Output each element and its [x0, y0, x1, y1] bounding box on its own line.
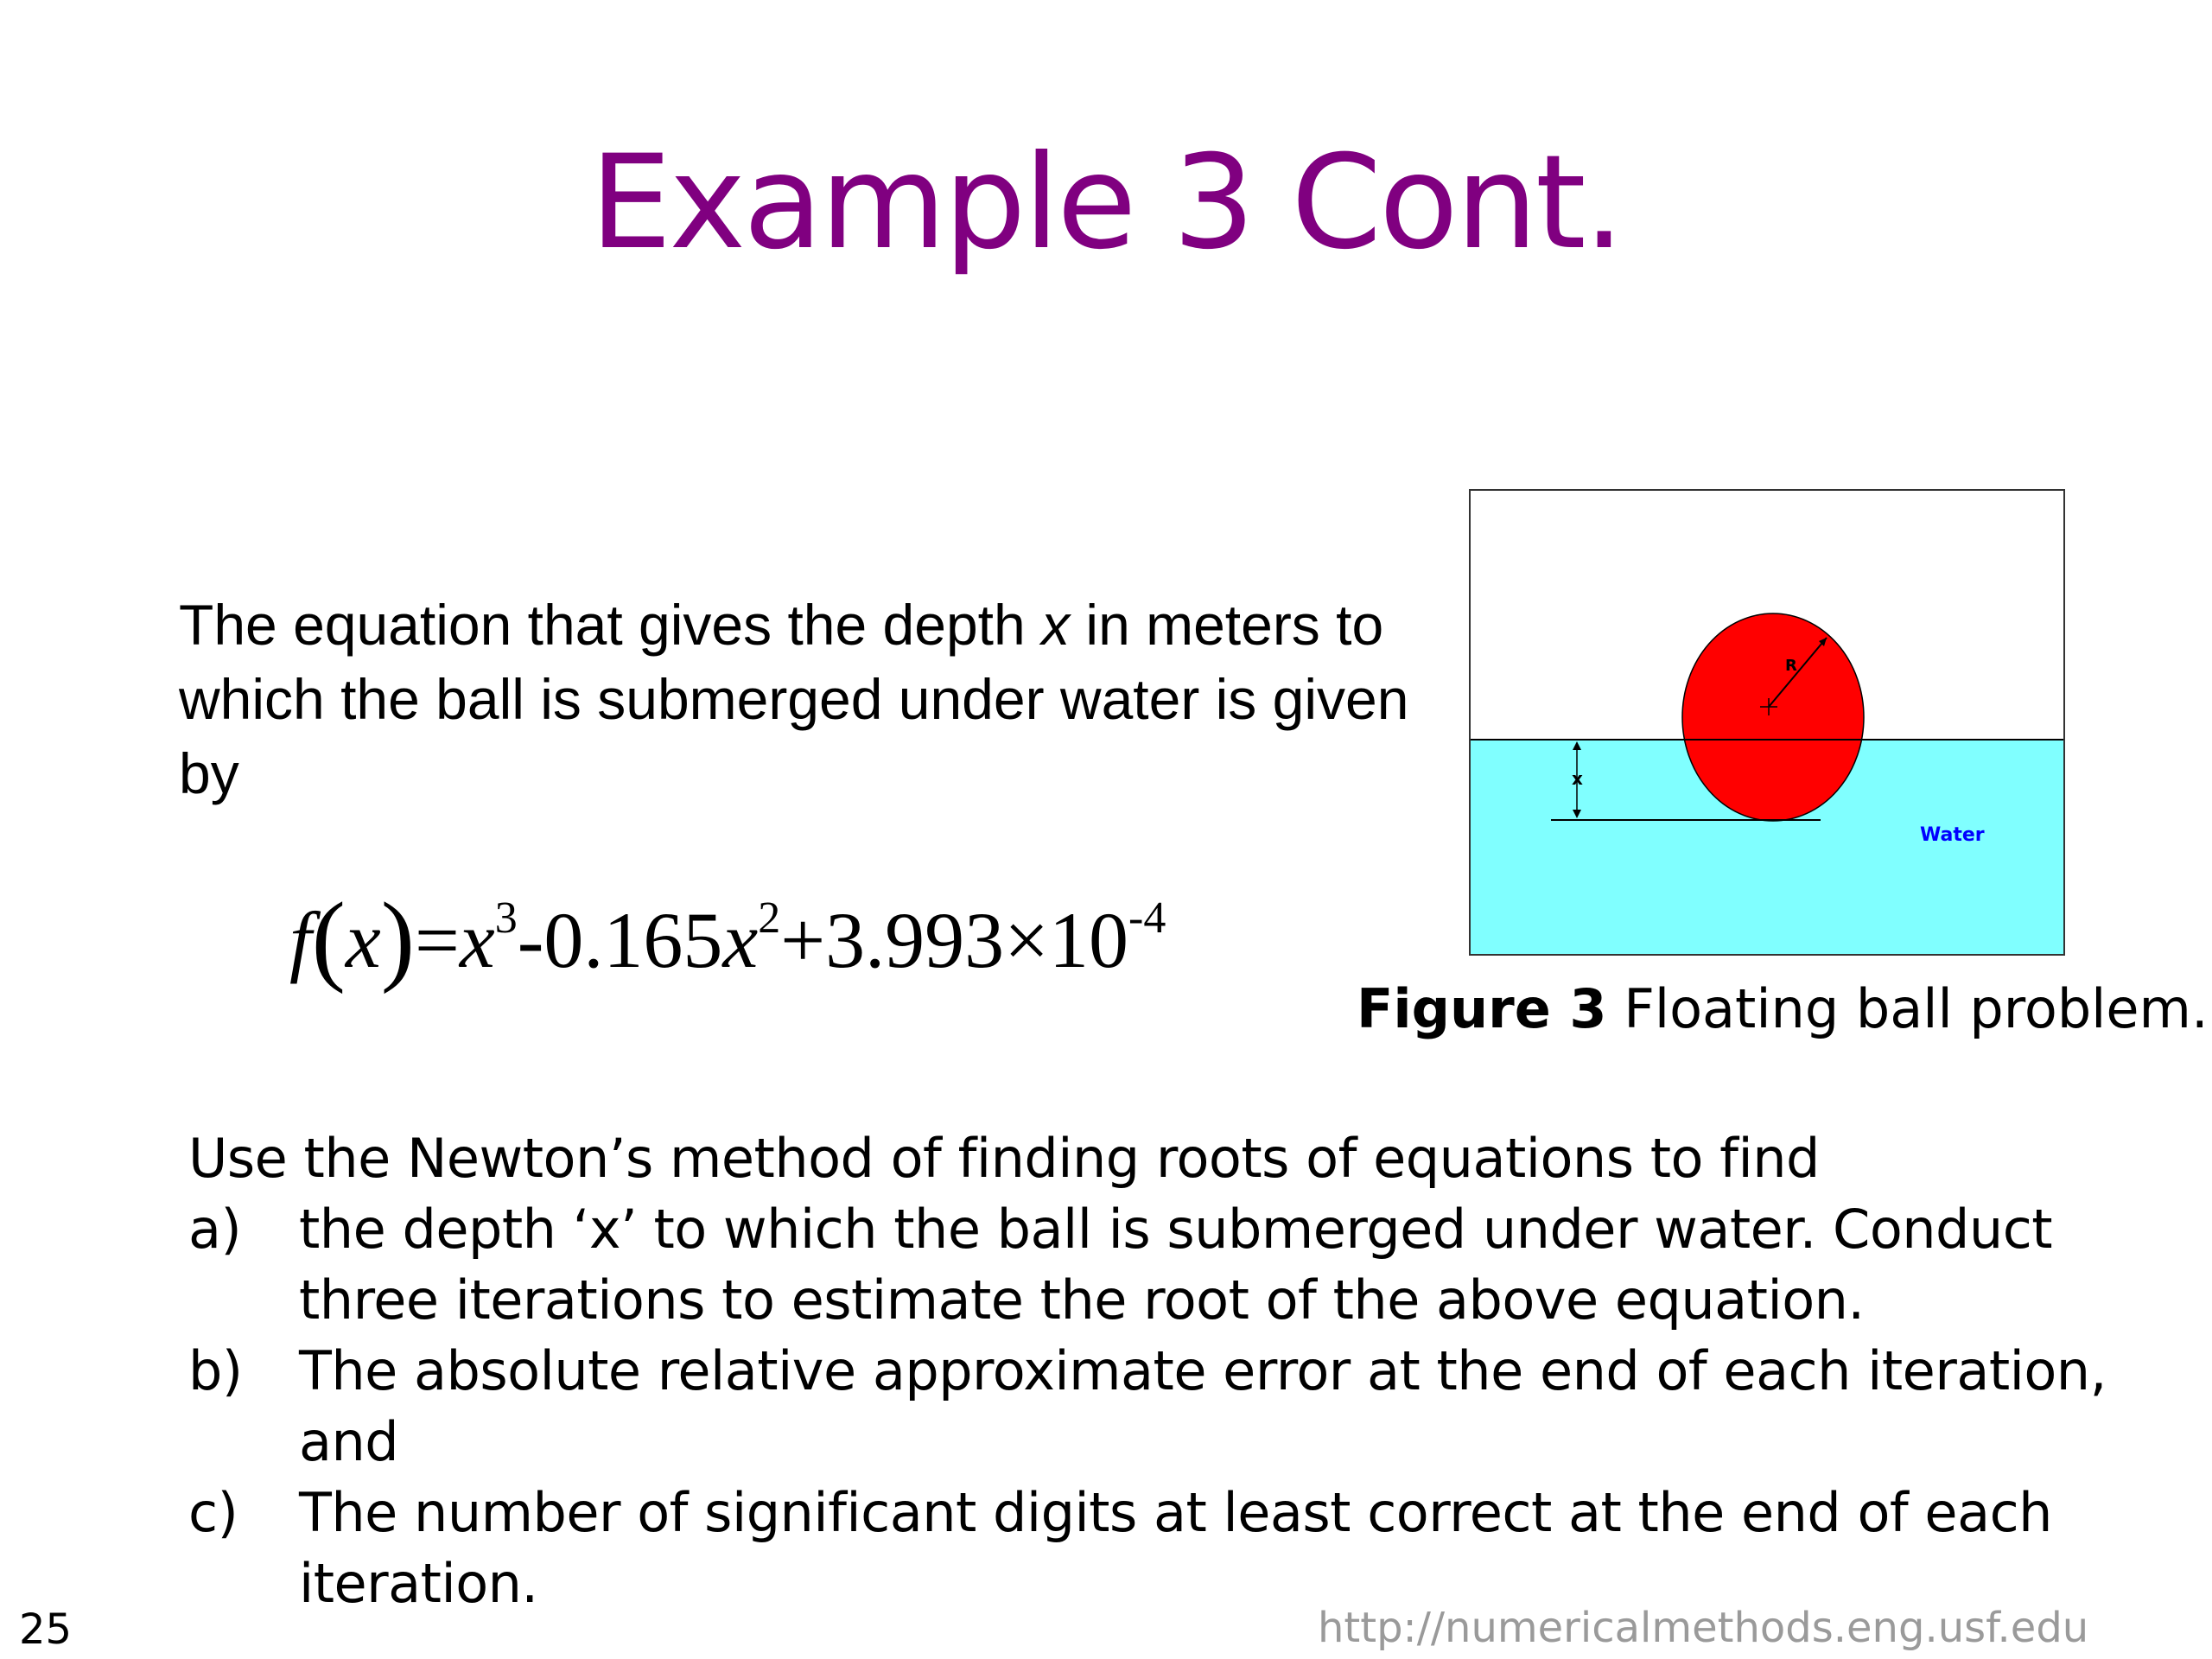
task-item-c: [188, 1478, 2202, 1619]
equation-term1-base: x: [459, 896, 495, 984]
intro-text-before: The equation that gives the depth: [179, 593, 1042, 657]
intro-variable: x: [1041, 593, 1071, 657]
equation-term2-variable: x: [722, 896, 759, 984]
depth-label: x: [1572, 768, 1583, 789]
task-lead: Use the Newton’s method of finding roots of equations to find: [188, 1127, 1820, 1190]
equation-term2-coefficient: -0.165: [517, 896, 723, 984]
ball-shape: [1682, 613, 1864, 821]
task-item-a: [188, 1194, 2202, 1336]
task-list: [188, 1123, 2202, 1619]
equation-argument: x: [345, 896, 381, 984]
task-text: The number of significant digits at least correct at the end of each iteration.: [299, 1481, 2052, 1615]
task-marker: a): [188, 1198, 242, 1261]
equation-close-paren: ): [380, 881, 415, 995]
depth-equation: [289, 877, 1166, 995]
equation-term3-constant: +3.993×10: [780, 896, 1128, 984]
floating-ball-figure: [1469, 489, 2065, 956]
equation-equals: =: [415, 896, 460, 984]
slide-title: Example 3 Cont.: [589, 128, 1623, 278]
footer-url[interactable]: http://numericalmethods.eng.usf.edu: [1318, 1604, 2089, 1652]
figure-caption: [1357, 975, 2209, 1044]
equation-term3-exponent: -4: [1128, 893, 1166, 944]
floating-ball-diagram: [1471, 491, 2063, 954]
water-label: Water: [1920, 824, 1985, 846]
task-marker: b): [188, 1339, 243, 1402]
task-text: the depth ‘x’ to which the ball is submerged under water. Conduct three iterations to estimate the root of the above equation.: [299, 1198, 2053, 1332]
equation-open-paren: (: [311, 881, 346, 995]
radius-label: R: [1785, 657, 1797, 675]
task-text: The absolute relative approximate error at the end of each iteration, and: [299, 1339, 2107, 1473]
equation-function-name: f: [289, 896, 312, 984]
equation-term2-exponent: 2: [758, 893, 781, 944]
slide-number: 25: [19, 1605, 73, 1654]
intro-text-after: in meters to which the ball is submerged under water is given by: [179, 593, 1409, 805]
figure-caption-text: Floating ball problem.: [1606, 977, 2209, 1040]
equation-term1-exponent: 3: [494, 893, 518, 944]
figure-caption-label: Figure 3: [1357, 977, 1607, 1040]
intro-paragraph: [179, 588, 1423, 810]
task-item-b: [188, 1336, 2202, 1478]
task-marker: c): [188, 1481, 238, 1544]
